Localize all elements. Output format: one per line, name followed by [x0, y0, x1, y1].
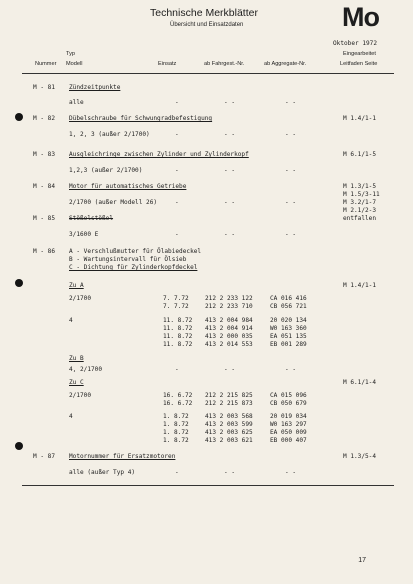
entry-line-b: B - Wartungsintervall für Ölsieb [69, 256, 187, 263]
entry-model: 1,2,3 (außer 2/1700) [69, 167, 143, 174]
entry-einsatz: - [175, 199, 179, 206]
entry-fahrgest: - - [224, 99, 236, 106]
row-fahrgest: 413 2 003 621 [205, 437, 253, 444]
entry-einsatz: - [175, 167, 179, 174]
row-date: 7. 7.72 [163, 295, 189, 302]
entry-ref: M 1.4/1-1 [343, 115, 377, 122]
col-aggregate-label: ab Aggregate-Nr. [264, 61, 307, 67]
entry-ref: entfallen [343, 215, 377, 222]
row-fahrgest: 413 2 014 553 [205, 341, 253, 348]
entry-number: M - 81 [33, 84, 56, 91]
row-aggregate: 20 020 134 [270, 317, 307, 324]
entry-einsatz: - [175, 231, 179, 238]
page-subtitle: Übersicht und Einsatzdaten [170, 22, 244, 28]
page-number: 17 [358, 557, 366, 564]
sub-heading-b: Zu B [69, 355, 84, 362]
page-title: Technische Merkblätter [150, 7, 258, 19]
row-model: 4 [69, 317, 73, 324]
entry-number: M - 85 [33, 215, 56, 222]
entry-einsatz: - [175, 99, 179, 106]
row-aggregate: - - [285, 366, 297, 373]
footer-divider [22, 485, 394, 486]
row-date: 7. 7.72 [163, 303, 189, 310]
entry-number: M - 84 [33, 183, 56, 190]
entry-line-a: A - Verschlußmutter für Ölabiedeckel [69, 248, 202, 255]
col-einsatz-label: Einsatz [158, 61, 177, 67]
row-aggregate: EA 051 135 [270, 333, 307, 340]
row-date: 16. 6.72 [163, 400, 193, 407]
entry-ref: M 1.5/3-11 [343, 191, 380, 198]
entry-ref: M 2.1/2-3 [343, 207, 377, 214]
entry-number: M - 87 [33, 453, 56, 460]
entry-aggregate: - - [285, 99, 297, 106]
row-date: 11. 8.72 [163, 317, 193, 324]
row-einsatz: - [175, 366, 179, 373]
row-model: 2/1700 [69, 295, 92, 302]
row-model: 4 [69, 413, 73, 420]
entry-ref: M 6.1/1-4 [343, 379, 377, 386]
sub-heading-a: Zu A [69, 282, 84, 289]
row-aggregate: EB 000 407 [270, 437, 307, 444]
row-aggregate: W0 163 297 [270, 421, 307, 428]
row-aggregate: CA 015 096 [270, 392, 307, 399]
row-date: 1. 8.72 [163, 429, 189, 436]
binder-hole-middle [15, 279, 23, 287]
entry-title: Motornummer für Ersatzmotoren [69, 453, 176, 460]
col-leitfaden-label-2: Leitfaden Seite [340, 61, 378, 67]
row-fahrgest: 212 2 215 873 [205, 400, 253, 407]
row-date: 11. 8.72 [163, 341, 193, 348]
col-typ-label: Typ [66, 51, 76, 57]
col-number-label: Nummer [35, 61, 57, 67]
entry-aggregate: - - [285, 167, 297, 174]
row-date: 11. 8.72 [163, 325, 193, 332]
row-fahrgest: 413 2 003 625 [205, 429, 253, 436]
issue-date: Oktober 1972 [333, 40, 378, 47]
entry-aggregate: - - [285, 131, 297, 138]
binder-hole-top [15, 113, 23, 121]
row-fahrgest: 212 2 233 710 [205, 303, 253, 310]
entry-number: M - 83 [33, 151, 56, 158]
row-date: 1. 8.72 [163, 413, 189, 420]
entry-aggregate: - - [285, 231, 297, 238]
section-logo: Mo [342, 2, 379, 32]
entry-fahrgest: - - [224, 199, 236, 206]
col-fahrgest-label: ab Fahrgest.-Nr. [204, 61, 245, 67]
row-fahrgest: 413 2 003 568 [205, 413, 253, 420]
entry-ref: M 6.1/1-5 [343, 151, 377, 158]
row-fahrgest: 413 2 004 914 [205, 325, 253, 332]
entry-fahrgest: - - [224, 231, 236, 238]
entry-title-struck: Stößelstößel [69, 215, 114, 222]
row-model: 2/1700 [69, 392, 92, 399]
row-date: 11. 8.72 [163, 333, 193, 340]
row-fahrgest: 212 2 233 122 [205, 295, 253, 302]
row-aggregate: EA 050 009 [270, 429, 307, 436]
row-fahrgest: 413 2 003 599 [205, 421, 253, 428]
row-fahrgest: - - [224, 366, 236, 373]
entry-ref: M 3.2/1-7 [343, 199, 377, 206]
row-aggregate: W0 163 360 [270, 325, 307, 332]
entry-fahrgest: - - [224, 469, 236, 476]
row-aggregate: 20 019 034 [270, 413, 307, 420]
entry-line-c: C - Dichtung für Zylinderkopfdeckel [69, 264, 198, 271]
col-model-label: Modell [66, 61, 83, 67]
entry-einsatz: - [175, 131, 179, 138]
row-fahrgest: 413 2 000 035 [205, 333, 253, 340]
entry-model: alle (außer Typ 4) [69, 469, 136, 476]
entry-model: 2/1700 (außer Modell 26) [69, 199, 158, 206]
entry-ref: M 1.3/1-5 [343, 183, 377, 190]
row-fahrgest: 212 2 215 825 [205, 392, 253, 399]
entry-title: Ausgleichringe zwischen Zylinder und Zylinderkopf [69, 151, 249, 158]
entry-title: Zündzeitpunkte [69, 84, 121, 91]
binder-hole-bottom [15, 442, 23, 450]
header-divider [22, 73, 394, 74]
entry-model: 3/1600 E [69, 231, 99, 238]
entry-number: M - 86 [33, 248, 56, 255]
row-date: 16. 6.72 [163, 392, 193, 399]
entry-title: Dübelschraube für Schwungradbefestigung [69, 115, 213, 122]
entry-ref: M 1.3/5-4 [343, 453, 377, 460]
entry-aggregate: - - [285, 469, 297, 476]
row-date: 1. 8.72 [163, 421, 189, 428]
entry-fahrgest: - - [224, 131, 236, 138]
sub-heading-c: Zu C [69, 379, 84, 386]
row-aggregate: CB 056 721 [270, 303, 307, 310]
entry-title: Motor für automatisches Getriebe [69, 183, 187, 190]
entry-model: 1, 2, 3 (außer 2/1700) [69, 131, 150, 138]
col-leitfaden-label-1: Eingearbeitet [343, 51, 376, 57]
row-aggregate: CA 016 416 [270, 295, 307, 302]
row-aggregate: CB 050 679 [270, 400, 307, 407]
row-aggregate: EB 001 289 [270, 341, 307, 348]
entry-model: alle [69, 99, 84, 106]
row-fahrgest: 413 2 004 984 [205, 317, 253, 324]
row-date: 1. 8.72 [163, 437, 189, 444]
entry-aggregate: - - [285, 199, 297, 206]
entry-fahrgest: - - [224, 167, 236, 174]
entry-number: M - 82 [33, 115, 56, 122]
row-model: 4, 2/1700 [69, 366, 103, 373]
entry-einsatz: - [175, 469, 179, 476]
entry-ref: M 1.4/1-1 [343, 282, 377, 289]
